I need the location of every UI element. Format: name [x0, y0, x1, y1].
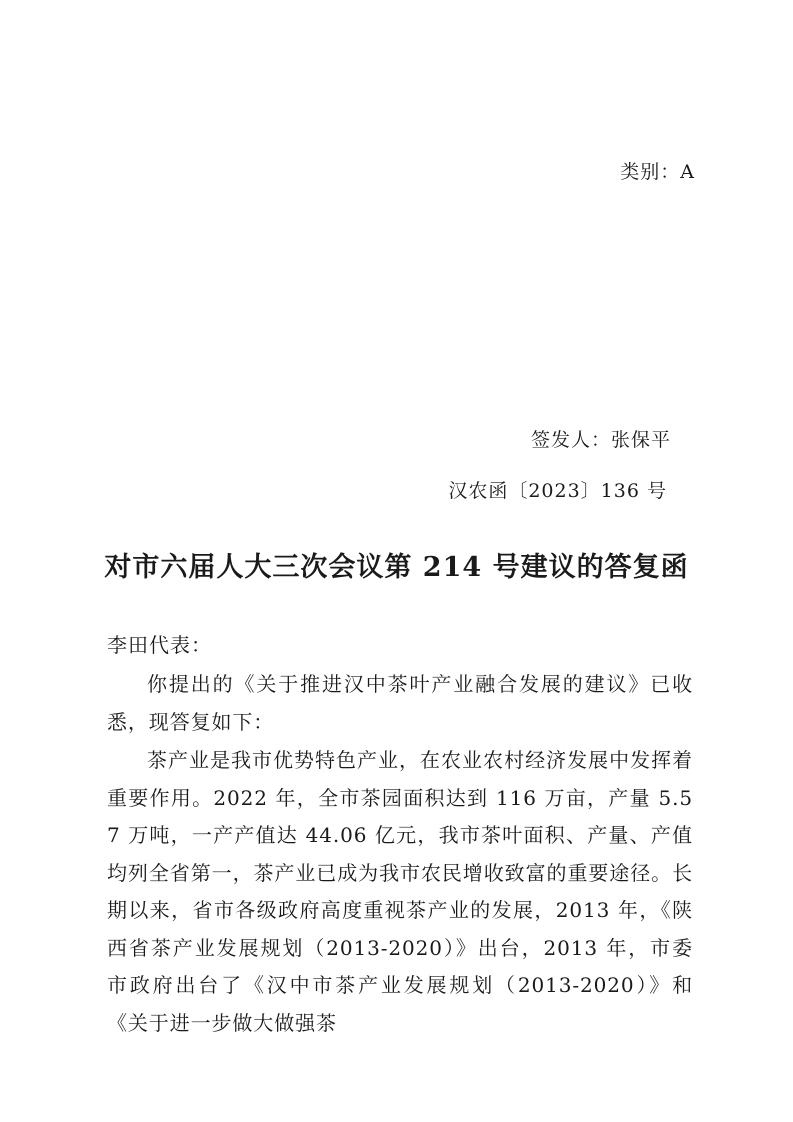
signer-line: 签发人：张保平 — [530, 429, 671, 451]
body-paragraph-1: 你提出的《关于推进汉中茶叶产业融合发展的建议》已收悉，现答复如下： — [107, 672, 693, 734]
document-number: 汉农函〔2023〕136 号 — [448, 480, 667, 502]
category-label: 类别：A — [620, 161, 695, 183]
body-paragraph-2: 茶产业是我市优势特色产业，在农业农村经济发展中发挥着重要作用。2022 年，全市茶园面积达到 116 万亩，产量 5.57 万吨，一产产值达 44.06 亿元，我市茶叶面积、产量、产值均列全省第一，茶产业已成为我市农民增收致富的重要途径。长期以来，省市各级政府高度重视茶产业的发展，2013 年，《陕西省茶产业发展规划（2013-2020）》出台，2013 年，市委市政府出台了《汉中市茶产业发展规划（2013-2020）》和《关于进一步做大做强茶 — [107, 748, 693, 1035]
document-title: 对市六届人大三次会议第 214 号建议的答复函 — [104, 552, 689, 583]
salutation: 李田代表： — [107, 633, 212, 657]
